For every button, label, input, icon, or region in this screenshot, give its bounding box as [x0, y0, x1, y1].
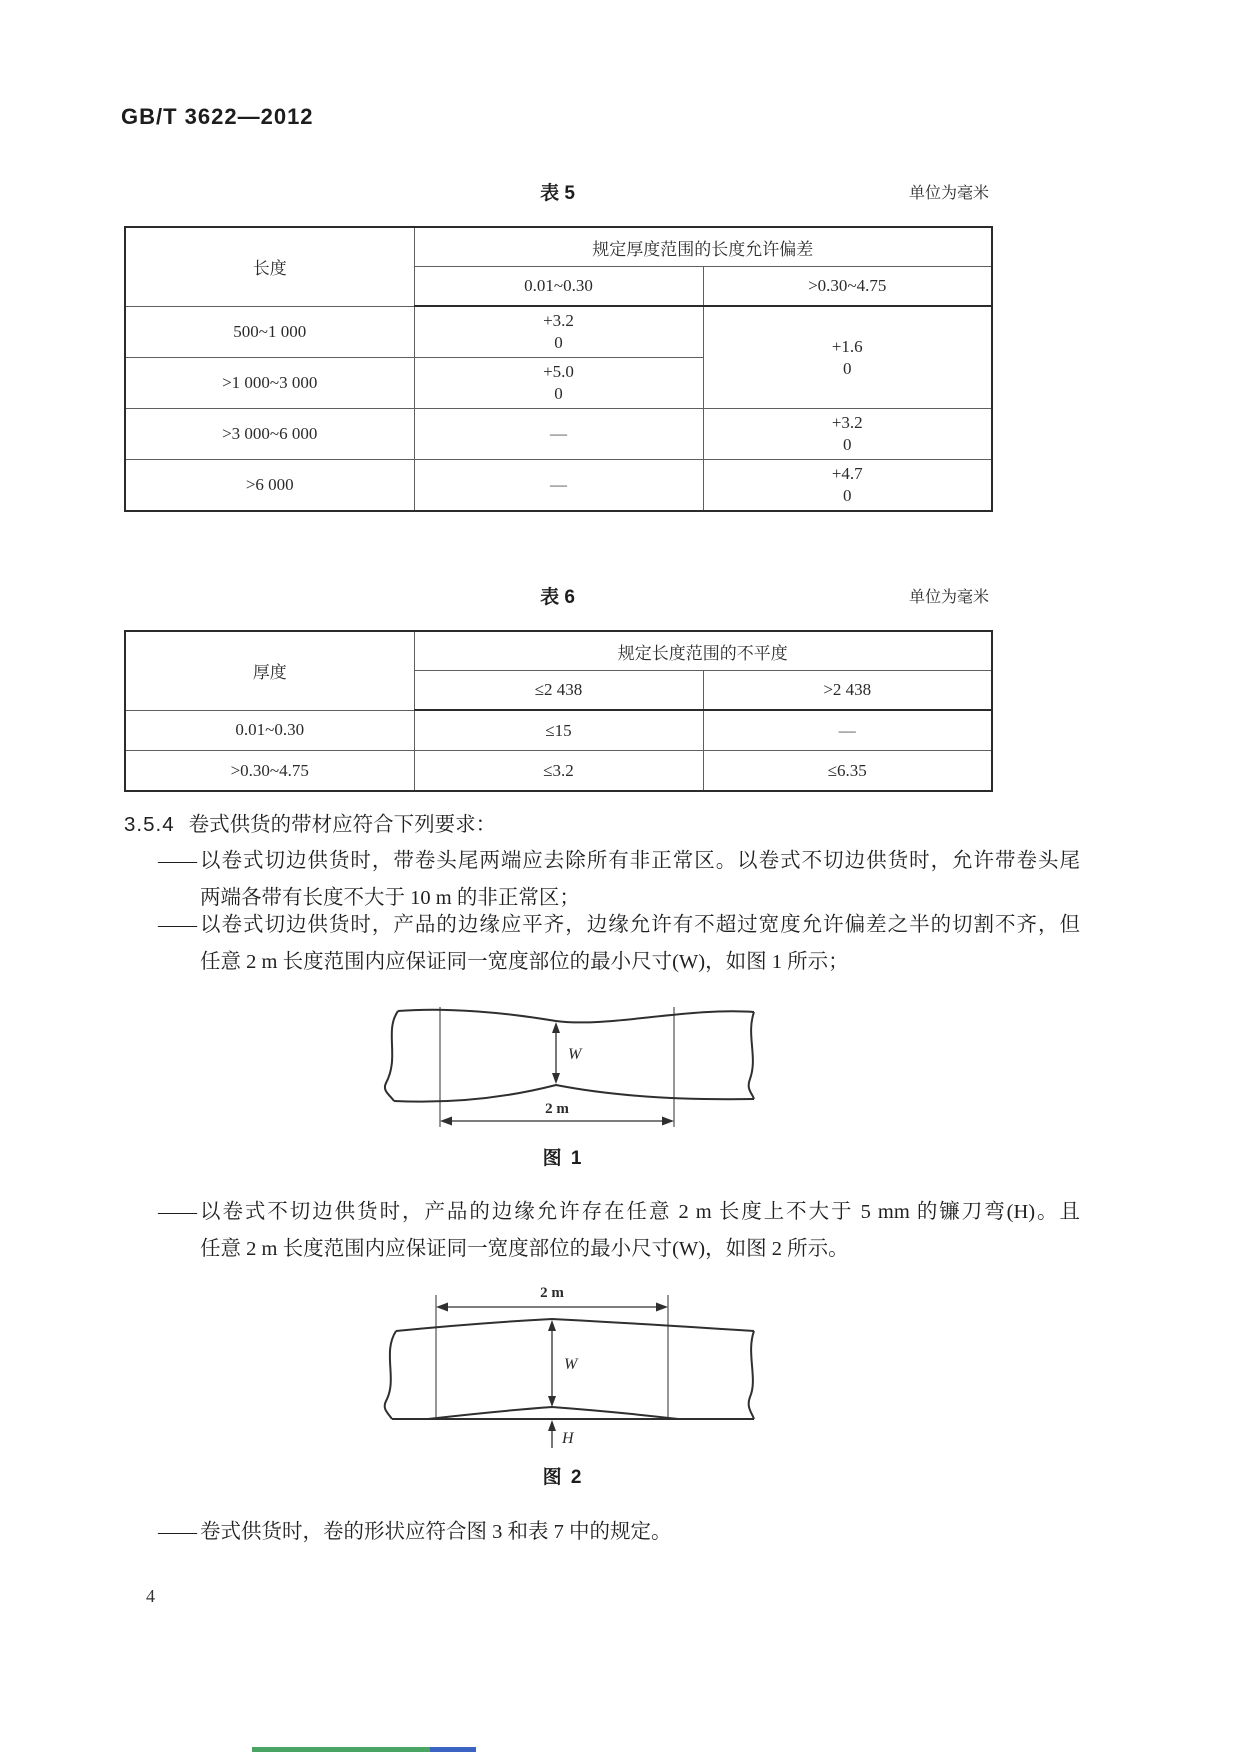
arrowhead-icon	[548, 1396, 556, 1407]
dash-marker: ——	[158, 914, 195, 936]
fig2-h-label: H	[562, 1430, 574, 1447]
list-item-text: 以卷式不切边供货时，产品的边缘允许存在任意 2 m 长度上不大于 5 mm 的镰刀弯(H)。且	[200, 1201, 1080, 1223]
fig2-right-break	[749, 1331, 754, 1419]
clause-number: 3.5.4	[124, 813, 175, 836]
table-row	[125, 460, 992, 512]
figure2-diagram	[368, 1285, 758, 1457]
fig2-strip-bottom-bow	[428, 1407, 678, 1419]
arrowhead-icon	[552, 1022, 560, 1033]
figure1-diagram	[368, 995, 758, 1140]
list-item	[158, 1514, 1080, 1551]
table-row	[125, 751, 992, 792]
table5-r1-dev	[414, 306, 703, 358]
dev-lower: 0	[843, 435, 852, 454]
table-row	[125, 409, 992, 460]
list-item-text: 任意 2 m 长度范围内应保证同一宽度部位的最小尺寸(W)，如图 2 所示。	[200, 1238, 849, 1260]
fig1-strip-bottom-edge	[394, 1085, 754, 1102]
arrowhead-icon	[656, 1303, 668, 1312]
figure1-caption: 图 1	[542, 1148, 584, 1169]
dash-marker: ——	[158, 1521, 195, 1543]
table5-r3-dev	[703, 409, 992, 460]
arrowhead-icon	[548, 1420, 556, 1431]
list-item	[158, 907, 1080, 981]
arrowhead-icon	[662, 1117, 674, 1126]
arrowhead-icon	[552, 1073, 560, 1084]
list-item-text: 卷式供货时，卷的形状应符合图 3 和表 7 中的规定。	[200, 1521, 672, 1543]
dev-lower: 0	[843, 486, 852, 505]
table6-r1-c3: —	[703, 710, 992, 751]
table6-header-thickness: 厚度	[125, 631, 414, 710]
page-number: 4	[146, 1586, 155, 1606]
table5-r1r2-dev-merged	[703, 306, 992, 409]
list-item	[158, 1194, 1080, 1268]
dash-marker: ——	[158, 1201, 195, 1223]
arrowhead-icon	[548, 1320, 556, 1331]
table6-r1-thickness: 0.01~0.30	[125, 710, 414, 751]
arrowhead-icon	[436, 1303, 448, 1312]
fig2-left-break	[385, 1331, 396, 1419]
dev-upper: +4.7	[831, 464, 863, 483]
scan-artifact-green	[252, 1747, 430, 1752]
fig1-strip-top-edge	[398, 1010, 754, 1023]
table5-r3-dash: —	[414, 409, 703, 460]
table6-caption: 表 6	[540, 587, 575, 608]
fig1-dim-label: 2 m	[545, 1101, 569, 1117]
dev-lower: 0	[843, 358, 852, 378]
table6-r2-c2: ≤3.2	[414, 751, 703, 792]
dev-upper: +3.2	[543, 311, 574, 330]
table6-subheader-1: ≤2 438	[414, 671, 703, 711]
table5-caption: 表 5	[540, 183, 575, 204]
table6-subheader-2: >2 438	[703, 671, 992, 711]
fig1-left-break	[385, 1011, 398, 1101]
table5-subheader-1: 0.01~0.30	[414, 267, 703, 307]
table5-caption-row	[124, 178, 991, 204]
scan-artifact-blue	[430, 1747, 476, 1752]
list-item-text: 以卷式切边供货时，产品的边缘应平齐，边缘允许有不超过宽度允许偏差之半的切割不齐，但	[200, 914, 1080, 936]
table5-unit-note: 单位为毫米	[908, 185, 989, 202]
dev-upper: +3.2	[831, 413, 863, 432]
table-row	[125, 710, 992, 751]
fig1-right-break	[749, 1012, 754, 1099]
table6-r2-thickness: >0.30~4.75	[125, 751, 414, 792]
table5-r3-length: >3 000~6 000	[125, 409, 414, 460]
table6	[124, 630, 993, 792]
standard-number: GB/T 3622—2012	[121, 104, 314, 129]
table6-unit-note: 单位为毫米	[908, 589, 989, 606]
table5	[124, 226, 993, 512]
list-item-text: 任意 2 m 长度范围内应保证同一宽度部位的最小尺寸(W)，如图 1 所示；	[200, 951, 849, 973]
table5-r2-length: >1 000~3 000	[125, 358, 414, 409]
dash-marker: ——	[158, 850, 195, 872]
fig2-dim-label: 2 m	[540, 1285, 564, 1301]
table6-header-span: 规定长度范围的不平度	[414, 631, 992, 671]
table6-r1-c2: ≤15	[414, 710, 703, 751]
table5-r4-dash: —	[414, 460, 703, 512]
dev-lower: 0	[554, 384, 563, 403]
table5-r2-dev	[414, 358, 703, 409]
figure2-caption: 图 2	[542, 1467, 584, 1488]
fig1-w-label: W	[568, 1046, 582, 1063]
list-item-text: 两端各带有长度不大于 10 m 的非正常区；	[200, 887, 580, 909]
list-item-text: 以卷式切边供货时，带卷头尾两端应去除所有非正常区。以卷式不切边供货时，允许带卷头尾	[200, 850, 1080, 872]
table6-r2-c3: ≤6.35	[703, 751, 992, 792]
table5-r4-length: >6 000	[125, 460, 414, 512]
fig2-strip-top-edge	[396, 1319, 754, 1331]
dev-upper: +5.0	[543, 362, 574, 381]
clause-heading	[124, 806, 1064, 843]
table-row	[125, 306, 992, 358]
dev-upper: +1.6	[831, 336, 863, 356]
table6-caption-row	[124, 582, 991, 608]
table5-r1-length: 500~1 000	[125, 306, 414, 358]
list-item	[158, 843, 1080, 917]
table5-r4-dev	[703, 460, 992, 512]
fig2-w-label: W	[564, 1356, 578, 1373]
table5-subheader-2: >0.30~4.75	[703, 267, 992, 307]
table5-header-span: 规定厚度范围的长度允许偏差	[414, 227, 992, 267]
dev-lower: 0	[554, 333, 563, 352]
arrowhead-icon	[440, 1117, 452, 1126]
clause-title: 卷式供货的带材应符合下列要求：	[188, 813, 497, 836]
table5-header-length: 长度	[125, 227, 414, 306]
